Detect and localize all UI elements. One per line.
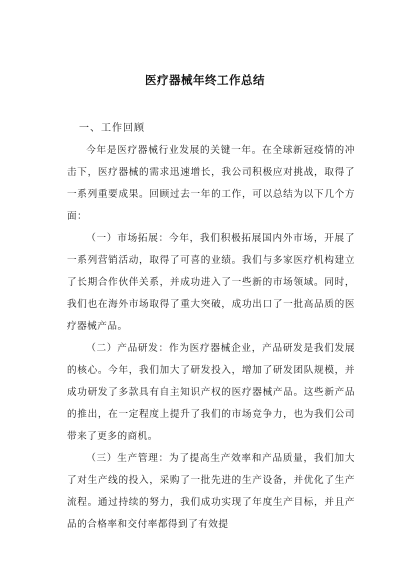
paragraph-market-expansion: （一）市场拓展：今年，我们积极拓展国内外市场，开展了一系列营销活动，取得了可喜的业绩。我们与多家医疗机构建立了长期合作伙伴关系，并成功进入了一些新的市场领域。同时，我们也在海外市场取得了重大突破，成功出口了一批高品质的医疗器械产品。 [67, 233, 355, 332]
paragraph-production-management: （三）生产管理：为了提高生产效率和产品质量，我们加大了对生产线的投入，采购了一批先进的生产设备，并优化了生产流程。通过持续的努力，我们成功实现了年度生产目标，并且产品的合格率和交付率都得到了有效提 [67, 453, 355, 530]
document-title: 医疗器械年终工作总结 [145, 73, 265, 87]
paragraph-intro: 今年是医疗器械行业发展的关键一年。在全球新冠疫情的冲击下，医疗器械的需求迅速增长，我公司积极应对挑战，取得了一系列重要成果。回顾过去一年的工作，可以总结为以下几个方面： [67, 145, 355, 222]
section-heading: 一、工作回顾 [79, 123, 145, 134]
document-body [67, 118, 355, 536]
paragraph-product-rd: （二）产品研发：作为医疗器械企业，产品研发是我们发展的核心。今年，我们加大了研发投入，增加了研发团队规模，并成功研发了多款具有自主知识产权的医疗器械产品。这些新产品的推出，在一定程度上提升了我们的市场竞争力，也为我们公司带来了更多的商机。 [67, 343, 355, 442]
